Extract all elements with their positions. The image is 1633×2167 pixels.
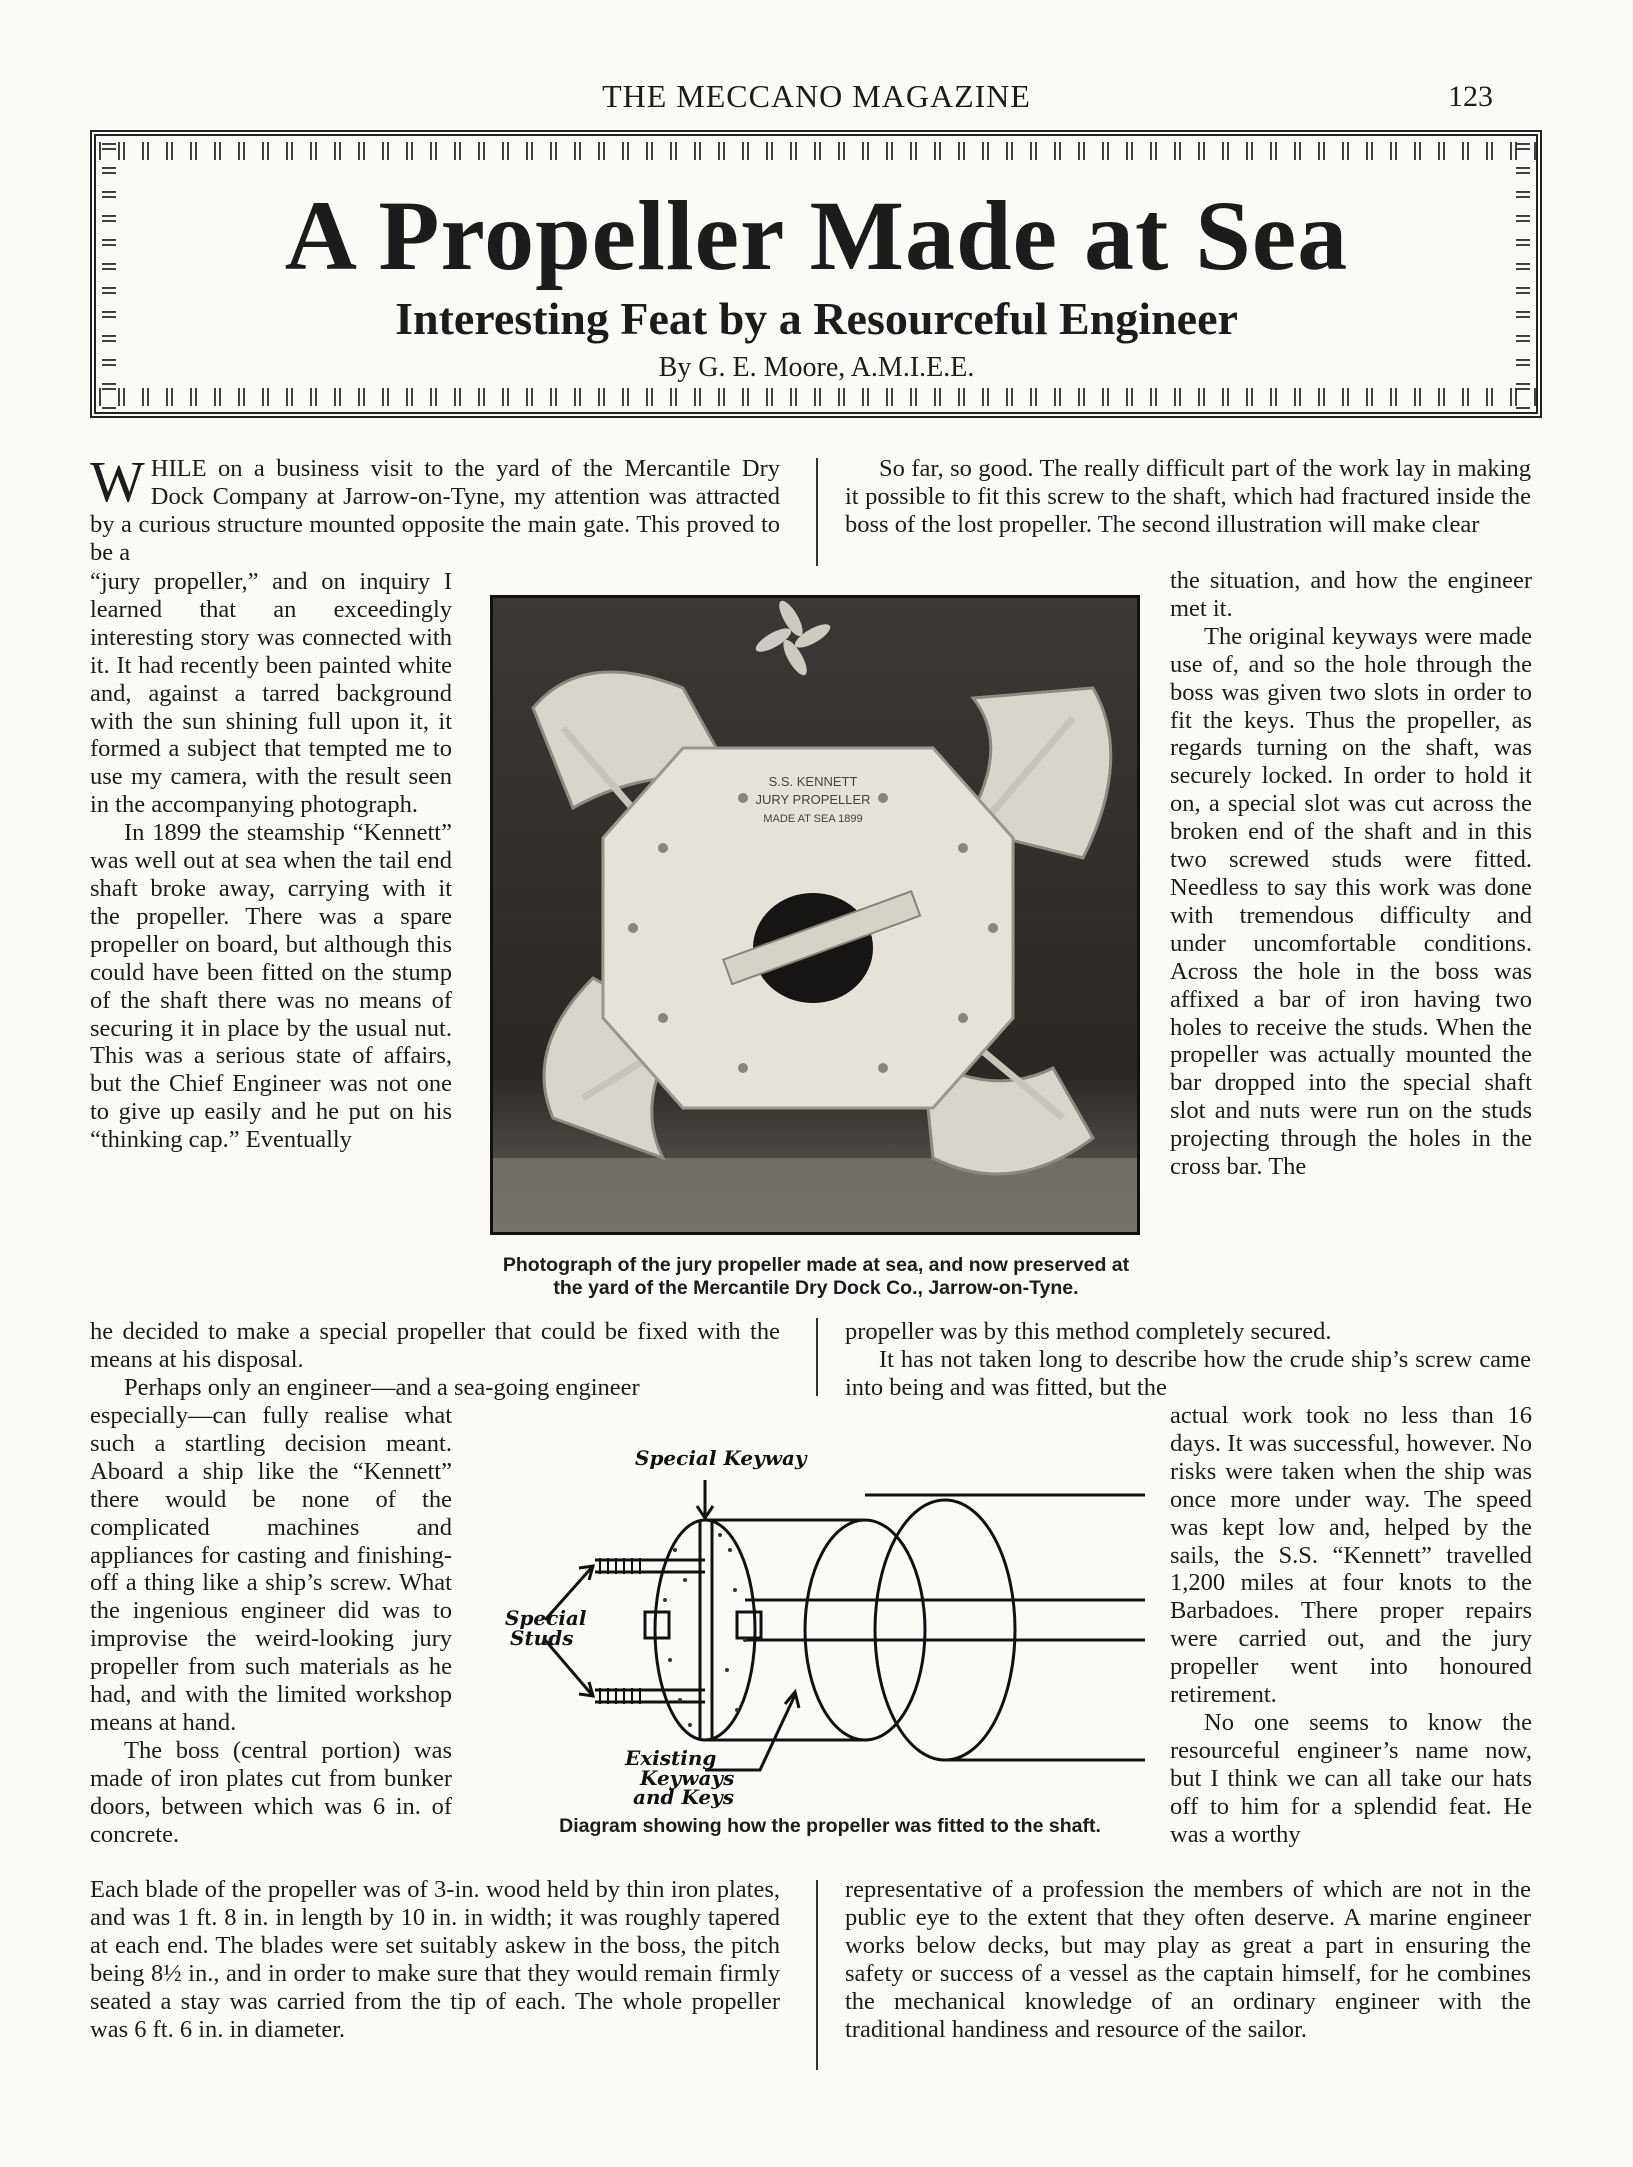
column-rule — [816, 1880, 818, 2070]
paragraph-text: The boss (central portion) was made of iron plates cut from bunker doors, between which was 6 in. of concrete. — [90, 1736, 452, 1848]
paragraph-text: representative of a profession the members of which are not in the public eye to the extent that they often deserve. A marine engineer works below decks, but may play as great a part in ensuring the safety or success of a vessel as the captain himself, for he combines the mechanical knowledge of an ordinary engineer with the traditional handiness and resource of the sailor. — [845, 1876, 1531, 2043]
paragraph-text: “jury propeller,” and on inquiry I learned that an exceedingly interesting story was connected with it. It had recently been painted white and, against a tarred background with the sun shining full upon it, it formed a subject that tempted me to use my camera, with the result seen in the accompanying photograph. — [90, 568, 452, 819]
label-existing-2: Keyways — [640, 1766, 735, 1790]
running-head: THE MECCANO MAGAZINE — [602, 78, 1031, 114]
plaque-line-1: S.S. KENNETT — [768, 774, 858, 789]
page-number: 123 — [1448, 80, 1493, 113]
shaft-diagram-drawing — [505, 1440, 1155, 1810]
paragraph-text: Each blade of the propeller was of 3-in. wood held by thin iron plates, and was 1 ft. 8 in. in length by 10 in. in width; it was roughly tapered at each end. The blades were set suitably askew in the boss, the pitch being 8½ in., and in order to make sure that they would remain firmly seated a stay was carried from the tip of each. The whole propeller was 6 ft. 6 in. in diameter. — [90, 1876, 780, 2043]
shaft-diagram — [505, 1440, 1155, 1810]
plaque-line-3: MADE AT SEA 1899 — [763, 813, 863, 825]
paragraph-text: HILE on a business visit to the yard of the Mercantile Dry Dock Company at Jarrow-on-Tyne, my attention was attracted by a curious structure mounted opposite the main gate. This proved to be a — [90, 455, 780, 566]
paragraph-text: Perhaps only an engineer—and a sea-going engineer — [124, 1373, 640, 1401]
drop-cap: W — [90, 449, 145, 514]
article-title: A Propeller Made at Sea — [284, 180, 1349, 291]
paragraph-wide-2 — [90, 1318, 780, 1402]
paragraph-right-narrow-1 — [1170, 567, 1532, 1181]
paragraph-text: especially—can fully realise what such a startling decision meant. Aboard a ship like the “Kennett” there would be none of the complicated machines and appliances for casting and finishing-off a thing like a ship’s screw. What the ingenious engineer did was to improvise the weird-looking jury propeller from such materials as he had, and with the limited workshop means at hand. — [90, 1402, 452, 1736]
propeller-photo — [490, 595, 1140, 1235]
column-rule — [816, 1318, 818, 1396]
paragraph-text: actual work took no less than 16 days. It was successful, however. No risks were taken when the ship was once more under way. The speed was kept low and, helped by the sails, the S.S. “Kennett” travelled 1,200 miles at four knots to the Barbadoes. There proper repairs were carried out, and the jury propeller went into honoured retirement. — [1170, 1402, 1532, 1709]
paragraph-right-wide-2 — [845, 1318, 1531, 1402]
column-rule — [816, 458, 818, 566]
label-existing-1: Existing — [625, 1746, 717, 1770]
byline: By G. E. Moore, A.M.I.E.E. — [658, 352, 975, 383]
paragraph-intro-narrow — [90, 568, 452, 1154]
border-ornament-top — [96, 142, 1536, 160]
paragraph-narrow-3 — [90, 1402, 452, 1849]
paragraph-right-narrow-2 — [1170, 1402, 1532, 1849]
paragraph-text: It has not taken long to describe how the crude ship’s screw came into being and was fitted, but the — [845, 1345, 1531, 1401]
diagram-caption: Diagram showing how the propeller was fitted to the shaft. — [559, 1815, 1101, 1837]
label-special-studs-2: Studs — [510, 1626, 574, 1650]
paragraph-intro-wide — [90, 449, 780, 567]
photo-caption: Photograph of the jury propeller made at sea, and now preserved at the yard of the Mercantile Dry Dock Co., Jarrow-on-Tyne. — [502, 1254, 1130, 1299]
paragraph-kennett: In 1899 the steamship “Kennett” was well out at sea when the tail end shaft broke away, carrying with it the propeller. There was a spare propeller on board, but although this could have been fitted on the stump of the shaft there was no means of securing it in place by the usual nut. This was a serious state of affairs, but the Chief Engineer was not one to give up easily and he put on his “thinking cap.” Eventually — [90, 819, 452, 1154]
paragraph-right-wide-1 — [845, 455, 1531, 539]
paragraph-text: the situation, and how the engineer met it. — [1170, 567, 1532, 622]
label-special-studs-1: Special — [505, 1606, 587, 1630]
paragraph-text: he decided to make a special propeller that could be fixed with the means at his disposal. — [90, 1318, 780, 1373]
paragraph-text: propeller was by this method completely secured. — [845, 1318, 1332, 1345]
paragraph-text: The original keyways were made use of, and so the hole through the boss was given two slots in order to fit the keys. Thus the propeller, as regards turning on the shaft, was securely locked. In order to hold it on, a special slot was cut across the broken end of the shaft and in this two screwed studs were fitted. Needless to say this work was done with tremendous difficulty and under uncomfortable conditions. Across the hole in the boss was affixed a bar of iron having two holes to receive the studs. When the propeller was actually mounted the bar dropped into the special shaft slot and nuts were run on the studs projecting through the holes in the cross bar. The — [1170, 622, 1532, 1181]
border-ornament-bottom — [96, 388, 1536, 406]
paragraph-text: So far, so good. The really difficult part of the work lay in making it possible to fit this screw to the shaft, which had fractured inside the boss of the lost propeller. The second illustration will make clear — [845, 455, 1531, 538]
plaque-line-2: JURY PROPELLER — [755, 792, 871, 807]
paragraph-wide-4 — [90, 1876, 780, 2043]
article-subtitle: Interesting Feat by a Resourceful Engineer — [395, 293, 1238, 344]
paragraph-text: No one seems to know the resourceful engineer’s name now, but I think we can all take our hats off to him for a splendid feat. He was a worthy — [1170, 1708, 1532, 1848]
label-existing-3: and Keys — [633, 1785, 734, 1809]
propeller-photo-image — [493, 598, 1137, 1232]
label-special-keyway: Special Keyway — [635, 1446, 807, 1470]
paragraph-right-wide-3 — [845, 1876, 1531, 2043]
